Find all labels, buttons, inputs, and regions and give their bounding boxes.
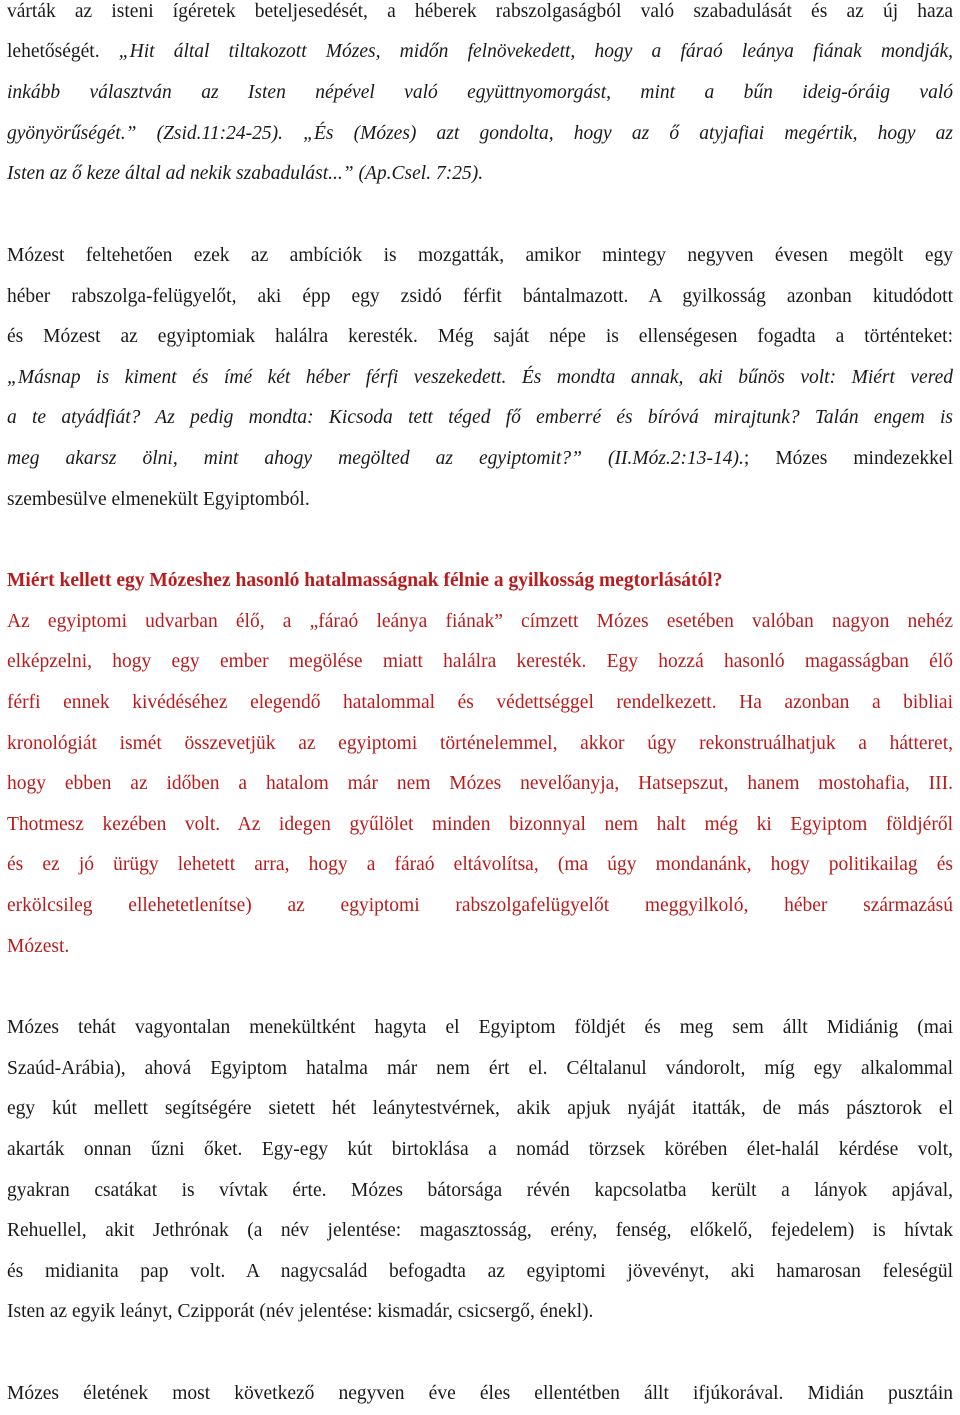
paragraph-1-line-5: Isten az ő keze által ad nekik szabadulást...” (Ap.Csel. 7:25). [7,163,484,184]
section-heading: Miért kellett egy Mózeshez hasonló hatalmasságnak félnie a gyilkosság megtorlásától? [7,570,723,591]
paragraph-3-line-5: hogy ebben az időben a hatalom már nem Mózes nevelőanyja, Hatsepszut, hanem mostohafia, III. [7,773,953,794]
paragraph-3-line-3: férfi ennek kivédéséhez elegendő hatalommal és védettséggel rendelkezett. Ha azonban a bibliai [7,692,953,713]
paragraph-2-line-5: a te atyádfiát? Az pedig mondta: Kicsoda tett téged fő emberré és bíróvá mirajtunk? Talán engem is [7,407,953,428]
quote-span: „Hit által tiltakozott Mózes, midőn felnövekedett, hogy a fáraó leánya fiának mondják, [118,41,953,62]
paragraph-1-line-1: várták az isteni ígéretek beteljesedését, a héberek rabszolgaságból való szabadulását és az új haza [7,1,953,22]
paragraph-3-line-1: Az egyiptomi udvarban élő, a „fáraó leánya fiának” címzett Mózes esetében valóban nagyon nehéz [7,611,953,632]
quote-span: „És (Mózes) azt gondolta, hogy az ő atyjafiai megértik, hogy az [282,123,953,144]
paragraph-4-line-2: Szaúd-Arábia), ahová Egyiptom hatalma már nem ért el. Céltalanul vándorolt, míg egy alkalommal [7,1058,953,1079]
paragraph-2-line-1: Mózest feltehetően ezek az ambíciók is mozgatták, amikor mintegy negyven évesen megölt egy [7,245,953,266]
paragraph-3-line-2: elképzelni, hogy egy ember megölése miatt halálra keresték. Egy hozzá hasonló magasságban élő [7,651,953,672]
paragraph-3-line-7: és ez jó ürügy lehetett arra, hogy a fáraó eltávolítsa, (ma úgy mondanánk, hogy politikailag és [7,854,953,875]
paragraph-4-line-6: Rehuellel, akit Jethrónak (a név jelentése: magasztosság, erény, fenség, előkelő, fejedelem) is hívtak [7,1220,953,1241]
paragraph-3-line-6: Thotmesz kezében volt. Az idegen gyűlölet minden bizonnyal nem halt még ki Egyiptom földjéről [7,814,953,835]
paragraph-1-line-4 [7,114,953,155]
paragraph-1-line-2 [7,32,953,73]
paragraph-4-line-3: egy kút mellett segítségére sietett hét leánytestvérnek, akik apjuk nyáját itatták, de más pásztorok el [7,1098,953,1119]
paragraph-2-line-7: szembesülve elmenekült Egyiptomból. [7,489,310,510]
quote-span: meg akarsz ölni, mint ahogy megölted az egyiptomit?” (II.Móz.2:13-14). [7,448,744,469]
paragraph-4-line-4: akarták onnan űzni őket. Egy-egy kút birtoklása a nomád törzsek körében élet-halál kérdése volt, [7,1139,953,1160]
paragraph-5-line-1: Mózes életének most következő negyven éve éles ellentétben állt ifjúkorával. Midián pusztáin [7,1383,953,1404]
text-span: ; Mózes mindezekkel [743,448,953,469]
quote-span: gyönyörűségét.” (Zsid.11:24-25). [7,123,283,144]
paragraph-4-line-8: Isten az egyik leányt, Czipporát (név jelentése: kismadár, csicsergő, énekl). [7,1301,594,1322]
paragraph-2-line-4: „Másnap is kiment és ímé két héber férfi veszekedett. És mondta annak, aki bűnös volt: Miért vered [7,367,953,388]
paragraph-4-line-5: gyakran csatákat is vívtak érte. Mózes bátorsága révén kapcsolatba került a lányok apjával, [7,1180,953,1201]
paragraph-3-line-4: kronológiát ismét összevetjük az egyiptomi történelemmel, akkor úgy rekonstruálhatjuk a hátteret, [7,733,953,754]
text-span: lehetőségét. [7,41,119,62]
paragraph-3-line-8: erkölcsileg ellehetetlenítse) az egyiptomi rabszolgafelügyelőt meggyilkoló, héber származású [7,895,953,916]
paragraph-4-line-1: Mózes tehát vagyontalan menekültként hagyta el Egyiptom földjét és meg sem állt Midiánig (mai [7,1017,953,1038]
paragraph-2-line-3: és Mózest az egyiptomiak halálra keresték. Még saját népe is ellenségesen fogadta a történteket: [7,326,953,347]
paragraph-4-line-7: és midianita pap volt. A nagycsalád befogadta az egyiptomi jövevényt, aki hamarosan feleségül [7,1261,953,1282]
paragraph-1-line-3: inkább választván az Isten népével való együttnyomorgást, mint a bűn ideig-óráig való [7,82,953,103]
paragraph-2-line-2: héber rabszolga-felügyelőt, aki épp egy zsidó férfit bántalmazott. A gyilkosság azonban kitudódott [7,286,953,307]
paragraph-2-line-6 [7,439,953,480]
paragraph-3-line-9: Mózest. [7,936,70,957]
